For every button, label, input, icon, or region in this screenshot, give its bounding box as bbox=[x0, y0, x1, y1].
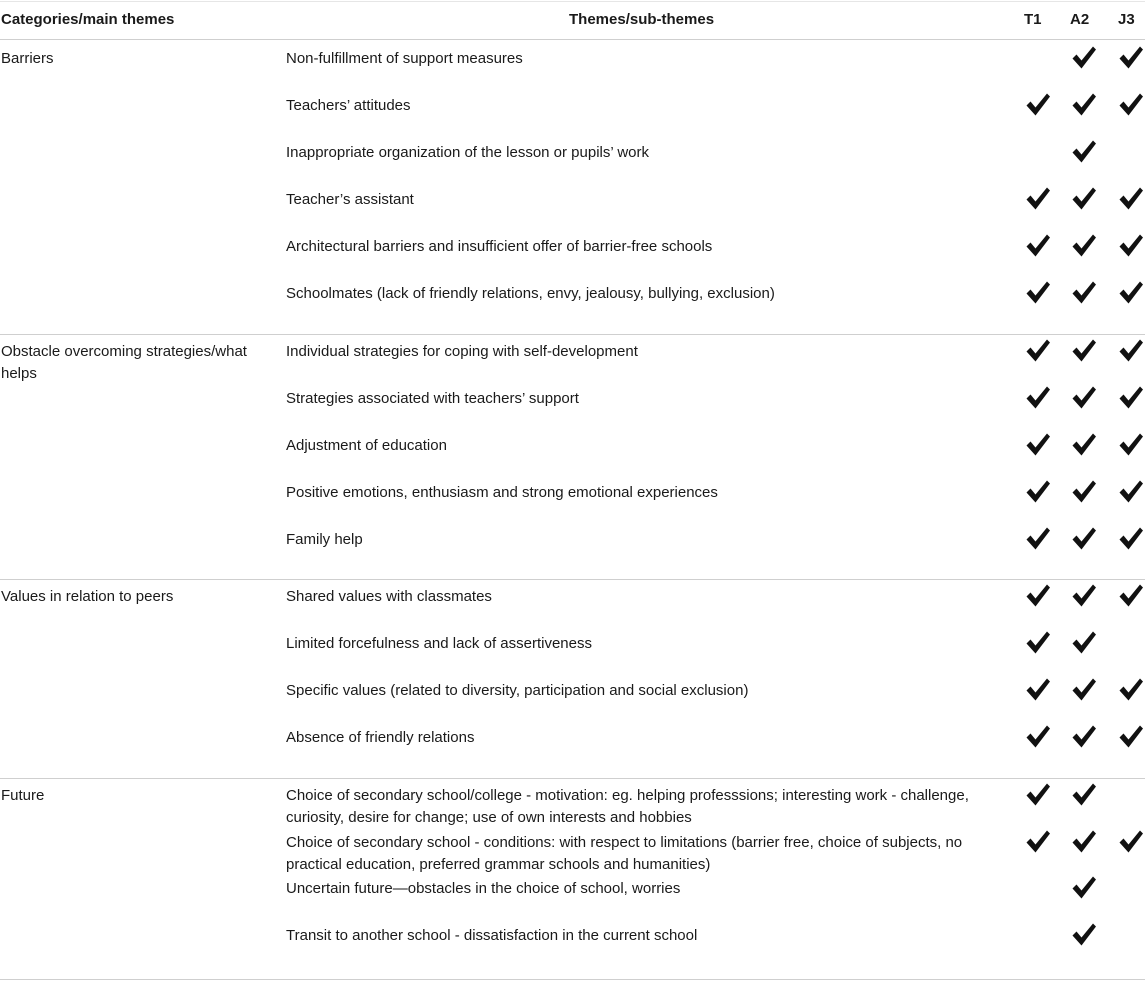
subtheme-label: Strategies associated with teachers’ support bbox=[286, 390, 579, 407]
header-t1: T1 bbox=[1024, 11, 1042, 28]
subtheme-label: Choice of secondary school/college - motivation: eg. helping professsions; interesting work - challenge, curiosity, desire for change; use of own interests and hobbies bbox=[286, 787, 969, 826]
checkmark-icon bbox=[1024, 477, 1052, 505]
checkmark-icon bbox=[1024, 231, 1052, 259]
subtheme-label: Choice of secondary school - conditions: with respect to limitations (barrier free, choice of subjects, no practical education, preferred grammar schools and humanities) bbox=[286, 834, 963, 873]
checkmark-icon bbox=[1024, 581, 1052, 609]
checkmark-icon bbox=[1024, 675, 1052, 703]
header-categories: Categories/main themes bbox=[1, 11, 175, 28]
subtheme-label: Absence of friendly relations bbox=[286, 729, 475, 746]
checkmark-icon bbox=[1070, 920, 1098, 948]
checkmark-icon bbox=[1024, 336, 1052, 364]
checkmark-icon bbox=[1070, 231, 1098, 259]
table-top-rule bbox=[0, 1, 1145, 2]
checkmark-icon bbox=[1117, 722, 1145, 750]
checkmark-icon bbox=[1117, 675, 1145, 703]
checkmark-icon bbox=[1070, 827, 1098, 855]
checkmark-icon bbox=[1070, 722, 1098, 750]
subtheme-label: Individual strategies for coping with self-development bbox=[286, 343, 638, 360]
category-label: Values in relation to peers bbox=[1, 588, 174, 605]
checkmark-icon bbox=[1117, 477, 1145, 505]
checkmark-icon bbox=[1024, 780, 1052, 808]
subtheme-label: Uncertain future—obstacles in the choice of school, worries bbox=[286, 880, 681, 897]
checkmark-icon bbox=[1117, 827, 1145, 855]
checkmark-icon bbox=[1024, 430, 1052, 458]
checkmark-icon bbox=[1070, 780, 1098, 808]
checkmark-icon bbox=[1117, 278, 1145, 306]
group-divider bbox=[0, 778, 1145, 779]
checkmark-icon bbox=[1024, 383, 1052, 411]
checkmark-icon bbox=[1070, 137, 1098, 165]
header-j3: J3 bbox=[1118, 11, 1135, 28]
checkmark-icon bbox=[1117, 90, 1145, 118]
checkmark-icon bbox=[1024, 524, 1052, 552]
checkmark-icon bbox=[1070, 430, 1098, 458]
checkmark-icon bbox=[1024, 184, 1052, 212]
checkmark-icon bbox=[1070, 628, 1098, 656]
checkmark-icon bbox=[1024, 722, 1052, 750]
subtheme-label: Limited forcefulness and lack of assertiveness bbox=[286, 635, 592, 652]
checkmark-icon bbox=[1117, 430, 1145, 458]
header-a2: A2 bbox=[1070, 11, 1090, 28]
checkmark-icon bbox=[1070, 184, 1098, 212]
category-label: Obstacle overcoming strategies/what helps bbox=[1, 343, 247, 382]
table-bottom-rule bbox=[0, 979, 1145, 980]
checkmark-icon bbox=[1117, 524, 1145, 552]
checkmark-icon bbox=[1070, 43, 1098, 71]
checkmark-icon bbox=[1117, 184, 1145, 212]
checkmark-icon bbox=[1070, 675, 1098, 703]
category-label: Future bbox=[1, 787, 45, 804]
checkmark-icon bbox=[1070, 278, 1098, 306]
checkmark-icon bbox=[1070, 524, 1098, 552]
subtheme-label: Teacher’s assistant bbox=[286, 191, 414, 208]
checkmark-icon bbox=[1024, 90, 1052, 118]
checkmark-icon bbox=[1117, 336, 1145, 364]
subtheme-label: Shared values with classmates bbox=[286, 588, 492, 605]
checkmark-icon bbox=[1070, 336, 1098, 364]
checkmark-icon bbox=[1024, 827, 1052, 855]
checkmark-icon bbox=[1070, 873, 1098, 901]
subtheme-label: Inappropriate organization of the lesson or pupils’ work bbox=[286, 144, 649, 161]
checkmark-icon bbox=[1024, 628, 1052, 656]
group-divider bbox=[0, 579, 1145, 580]
subtheme-label: Architectural barriers and insufficient offer of barrier-free schools bbox=[286, 238, 713, 255]
group-divider bbox=[0, 334, 1145, 335]
subtheme-label: Non-fulfillment of support measures bbox=[286, 50, 523, 67]
category-label: Barriers bbox=[1, 50, 54, 67]
subtheme-label: Family help bbox=[286, 531, 363, 548]
subtheme-label: Specific values (related to diversity, participation and social exclusion) bbox=[286, 682, 749, 699]
checkmark-icon bbox=[1117, 43, 1145, 71]
checkmark-icon bbox=[1024, 278, 1052, 306]
header-subthemes: Themes/sub-themes bbox=[569, 11, 715, 28]
subtheme-label: Positive emotions, enthusiasm and strong emotional experiences bbox=[286, 484, 718, 501]
header-rule bbox=[0, 39, 1145, 40]
checkmark-icon bbox=[1070, 383, 1098, 411]
checkmark-icon bbox=[1070, 477, 1098, 505]
subtheme-label: Adjustment of education bbox=[286, 437, 447, 454]
checkmark-icon bbox=[1070, 581, 1098, 609]
checkmark-icon bbox=[1070, 90, 1098, 118]
checkmark-icon bbox=[1117, 581, 1145, 609]
subtheme-label: Teachers’ attitudes bbox=[286, 97, 411, 114]
checkmark-icon bbox=[1117, 383, 1145, 411]
subtheme-label: Transit to another school - dissatisfaction in the current school bbox=[286, 927, 698, 944]
checkmark-icon bbox=[1117, 231, 1145, 259]
subtheme-label: Schoolmates (lack of friendly relations, envy, jealousy, bullying, exclusion) bbox=[286, 285, 775, 302]
